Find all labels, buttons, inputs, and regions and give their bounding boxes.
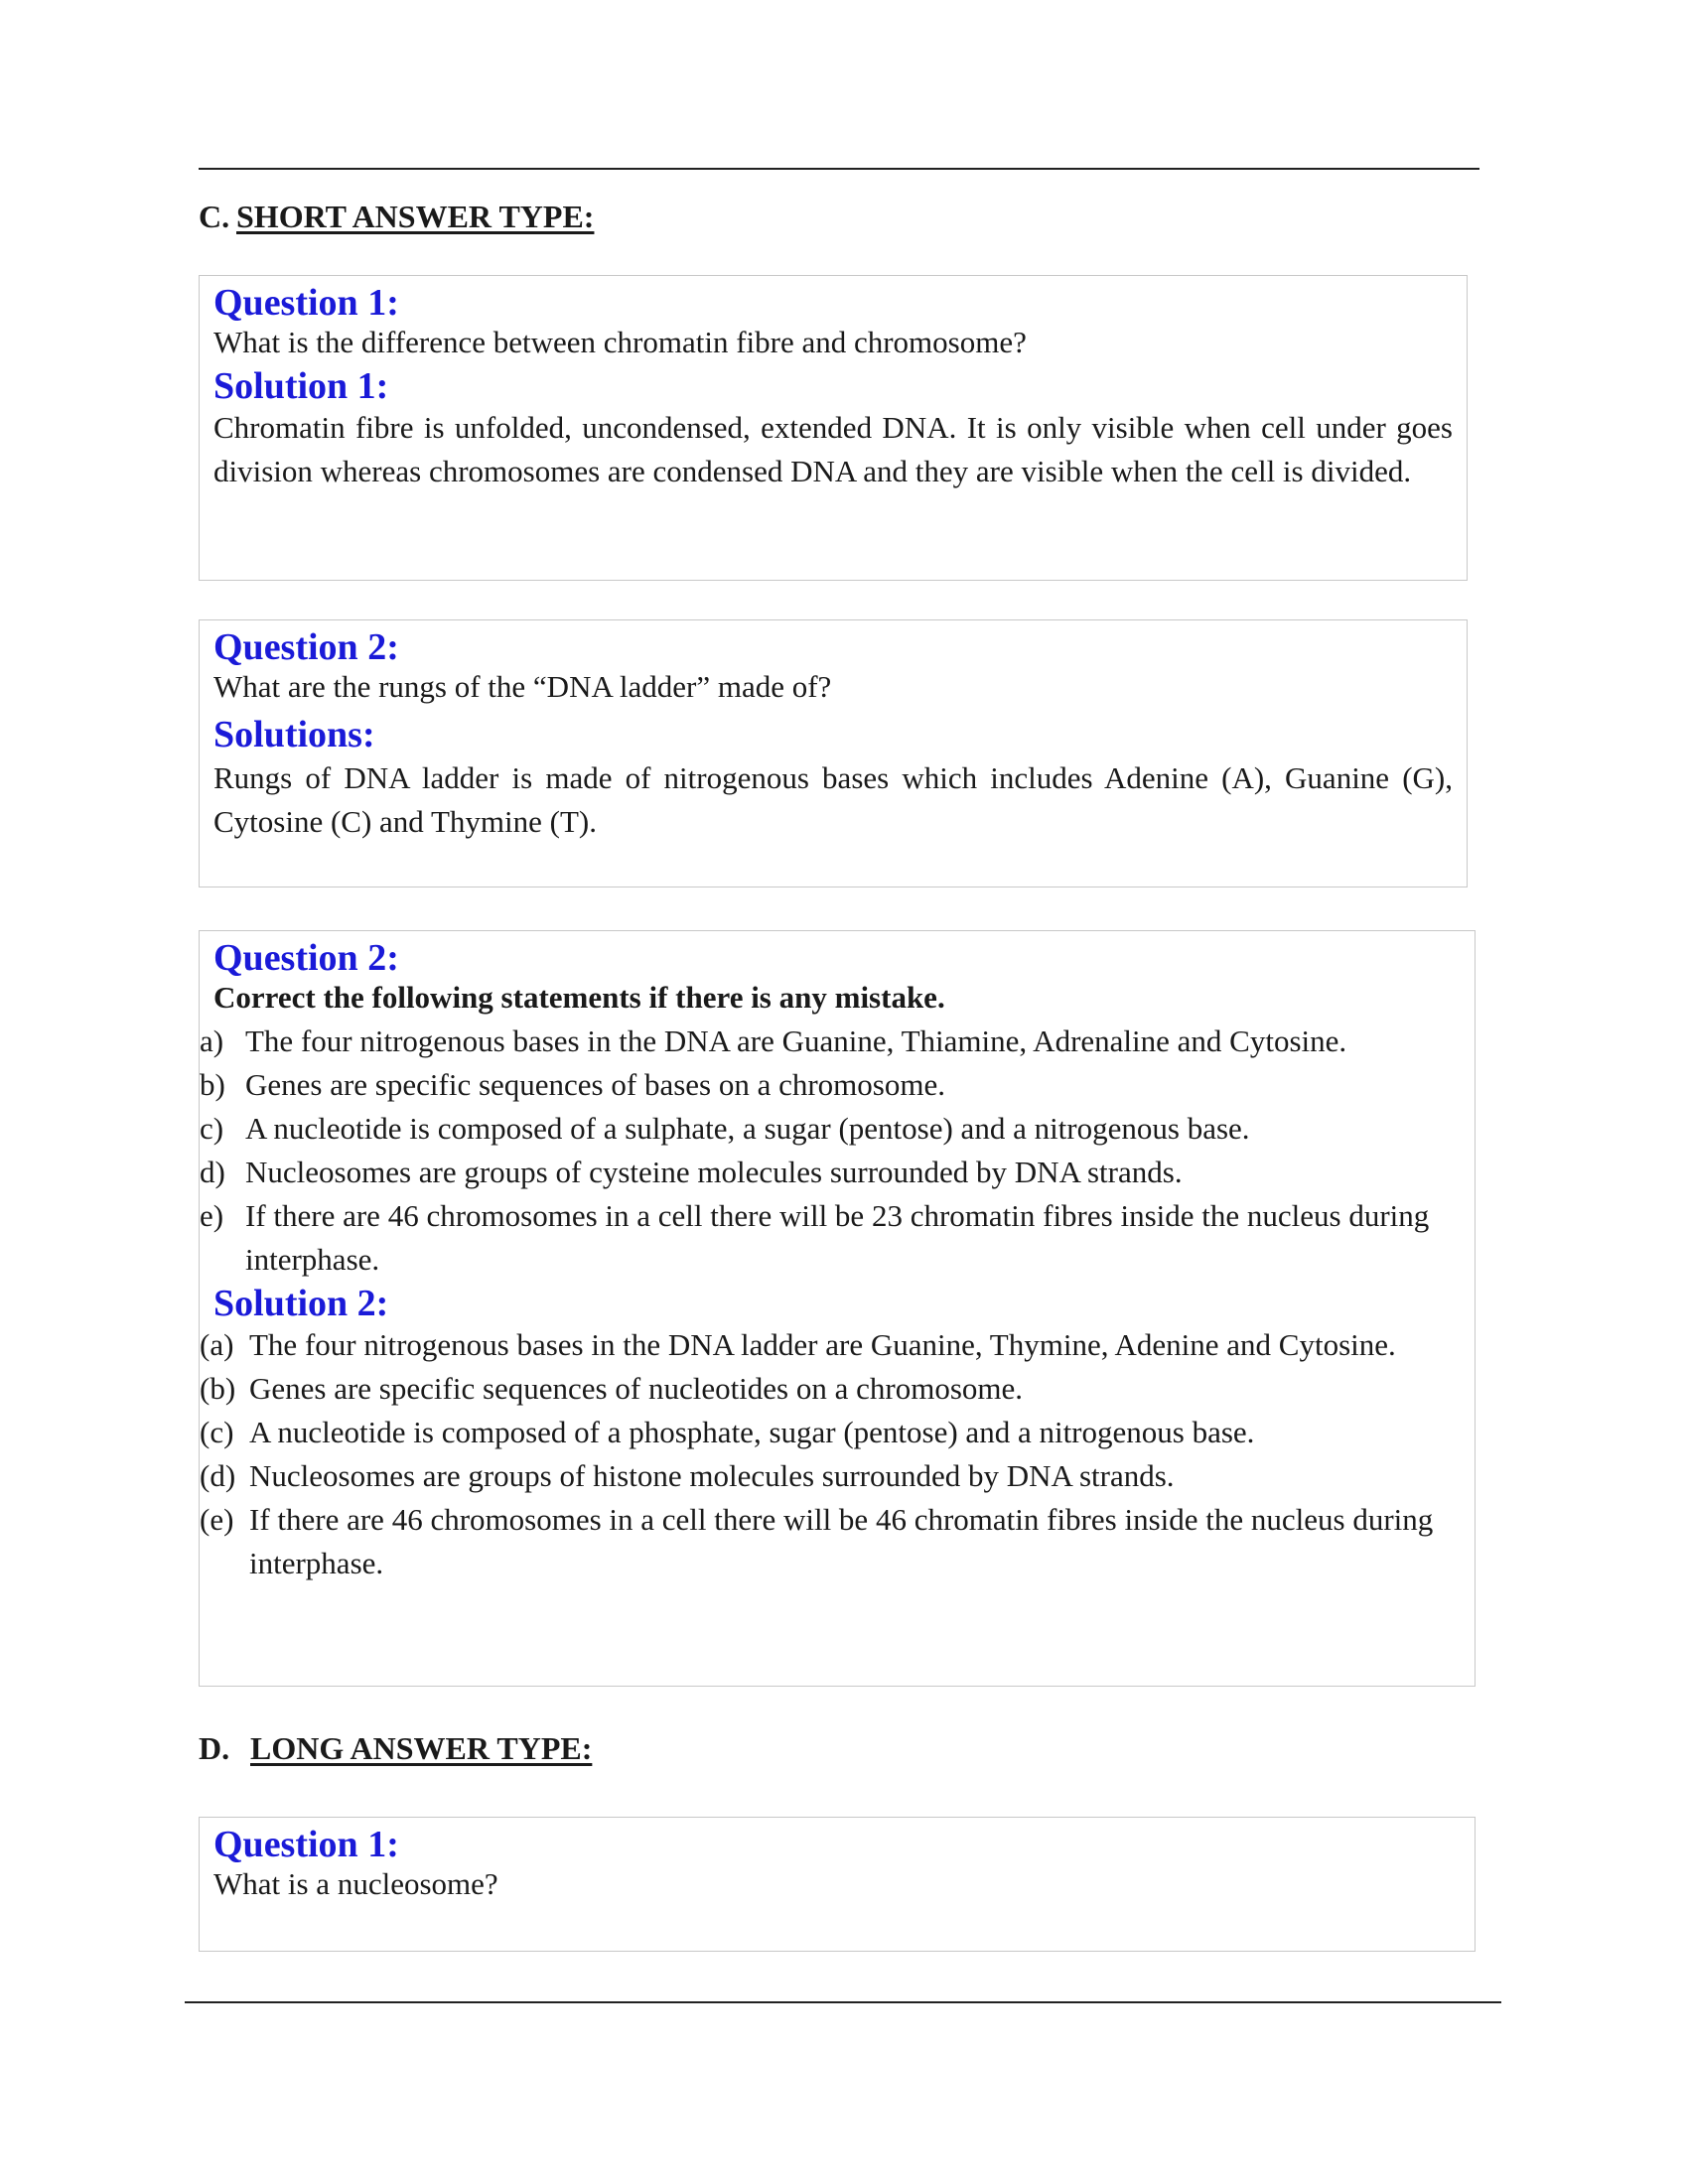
list-item — [200, 1063, 1461, 1107]
item-text: Nucleosomes are groups of histone molecules surrounded by DNA strands. — [249, 1458, 1175, 1493]
item-text: The four nitrogenous bases in the DNA are Guanine, Thiamine, Adrenaline and Cytosine. — [245, 1024, 1347, 1058]
item-text: A nucleotide is composed of a sulphate, a sugar (pentose) and a nitrogenous base. — [245, 1111, 1250, 1146]
item-text: If there are 46 chromosomes in a cell there will be 46 chromatin fibres inside the nucleus during interphase. — [249, 1502, 1434, 1580]
item-marker: (e) — [200, 1502, 234, 1537]
question-text: What is a nucleosome? — [213, 1866, 498, 1901]
list-item — [200, 1323, 1461, 1367]
item-text: Genes are specific sequences of bases on a chromosome. — [245, 1067, 945, 1102]
section-c-letter: C. — [199, 199, 230, 234]
question-box-d1 — [199, 1817, 1476, 1952]
bottom-divider — [185, 2001, 1501, 2003]
item-text: The four nitrogenous bases in the DNA ladder are Guanine, Thymine, Adenine and Cytosine. — [249, 1327, 1396, 1362]
question-box-c3 — [199, 930, 1476, 1687]
section-d-title: LONG ANSWER TYPE: — [250, 1730, 593, 1766]
item-marker: b) — [200, 1067, 225, 1102]
list-item — [200, 1194, 1461, 1282]
question-label: Question 1: — [213, 282, 399, 324]
item-marker: e) — [200, 1198, 224, 1233]
question-box-c1 — [199, 275, 1468, 581]
statement-list — [200, 1020, 1461, 1282]
question-label: Question 2: — [213, 626, 399, 668]
list-item — [200, 1367, 1461, 1411]
list-item — [200, 1020, 1461, 1063]
solution-label: Solution 1: — [213, 365, 389, 407]
solution-label: Solutions: — [213, 714, 375, 755]
item-text: If there are 46 chromosomes in a cell there will be 23 chromatin fibres inside the nucleus during interphase. — [245, 1198, 1430, 1277]
list-item — [200, 1151, 1461, 1194]
answer-list — [200, 1323, 1461, 1585]
question-instruction: Correct the following statements if there is any mistake. — [213, 980, 945, 1015]
section-d-letter: D. — [199, 1730, 230, 1766]
section-c-title: SHORT ANSWER TYPE: — [236, 199, 595, 234]
item-marker: (c) — [200, 1415, 234, 1449]
item-text: Nucleosomes are groups of cysteine molecules surrounded by DNA strands. — [245, 1155, 1183, 1189]
solution-text: Chromatin fibre is unfolded, uncondensed, extended DNA. It is only visible when cell under goes division whereas chromosomes are condensed DNA and they are visible when the cell is divided. — [213, 410, 1453, 488]
list-item — [200, 1454, 1461, 1498]
list-item — [200, 1411, 1461, 1454]
list-item — [200, 1107, 1461, 1151]
item-marker: a) — [200, 1024, 224, 1058]
question-label: Question 1: — [213, 1824, 399, 1865]
item-marker: d) — [200, 1155, 225, 1189]
item-text: A nucleotide is composed of a phosphate, sugar (pentose) and a nitrogenous base. — [249, 1415, 1255, 1449]
section-d-heading — [199, 1729, 592, 1767]
section-c-heading — [199, 198, 594, 235]
item-text: Genes are specific sequences of nucleotides on a chromosome. — [249, 1371, 1024, 1406]
list-item — [200, 1498, 1461, 1585]
item-marker: (b) — [200, 1371, 236, 1406]
solution-label: Solution 2: — [213, 1283, 389, 1324]
question-label: Question 2: — [213, 937, 399, 979]
question-text: What is the difference between chromatin fibre and chromosome? — [213, 325, 1027, 359]
item-marker: (a) — [200, 1327, 234, 1362]
item-marker: (d) — [200, 1458, 236, 1493]
item-marker: c) — [200, 1111, 224, 1146]
solution-text: Rungs of DNA ladder is made of nitrogenous bases which includes Adenine (A), Guanine (G), Cytosine (C) and Thymine (T). — [213, 760, 1453, 839]
question-text: What are the rungs of the “DNA ladder” made of? — [213, 669, 832, 704]
question-box-c2 — [199, 619, 1468, 887]
top-divider — [199, 168, 1479, 170]
